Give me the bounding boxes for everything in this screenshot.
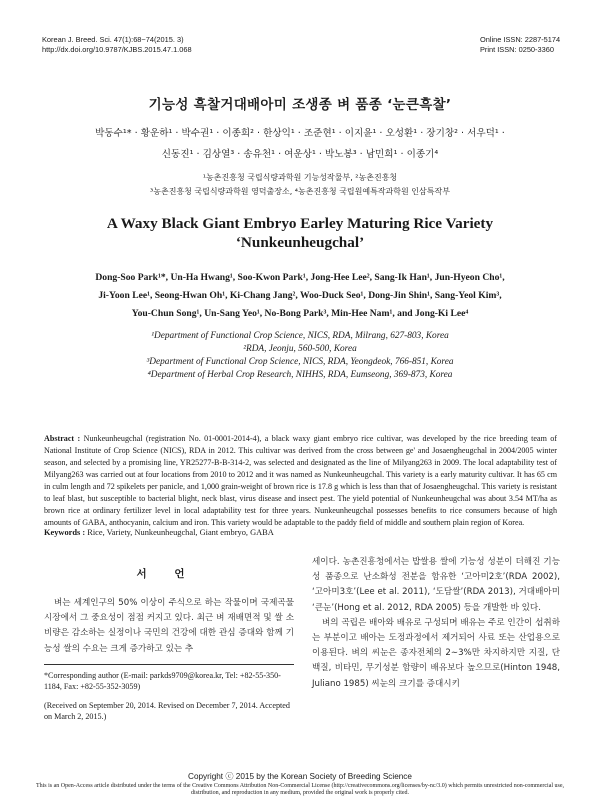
korean-affiliation-line-2: ³농촌진흥청 국립식량과학원 영덕출장소, ⁴농촌진흥청 국립원예특작과학원 인삼특작부 bbox=[150, 187, 450, 196]
english-authors-line-2: Ji-Yoon Lee¹, Seong-Hwan Oh¹, Ki-Chang Jang², Woo-Duck Seo¹, Dong-Jin Shin¹, Sang-Yeol Kim³, bbox=[98, 290, 502, 301]
abstract-label: Abstract : bbox=[44, 434, 81, 443]
english-authors-line-1: Dong-Soo Park¹*, Un-Ha Hwang¹, Soo-Kwon Park¹, Jong-Hee Lee², Sang-Ik Han¹, Jun-Hyeon Cho¹, bbox=[95, 272, 505, 283]
keywords-label: Keywords : bbox=[44, 528, 86, 537]
english-affiliation-1: ¹Department of Functional Crop Science, NICS, RDA, Milrang, 627-803, Korea bbox=[151, 331, 449, 341]
online-issn: Online ISSN: 2287-5174 bbox=[480, 35, 561, 44]
issn-block bbox=[480, 35, 560, 55]
print-issn: Print ISSN: 0250-3360 bbox=[480, 45, 554, 54]
intro-right-paragraph-2: 벼의 곡립은 배아와 배유로 구성되며 배유는 주로 인간이 섭취하는 부분이고 배아는 도정과정에서 제거되어 사료 또는 산업용으로 이용된다. 벼의 씨눈은 종자전체의 2∼3%만 차지하지만 지질, 단백질, 비타민, 무기성분 함량이 배유보다 높으므로(Hinton 1948, Juliano 1985) 씨눈의 크기를 증대시키 bbox=[312, 617, 560, 689]
english-affiliation-2: ²RDA, Jeonju, 560-500, Korea bbox=[243, 344, 357, 354]
korean-affiliation-line-1: ¹농촌진흥청 국립식량과학원 기능성작물부, ²농촌진흥청 bbox=[202, 173, 398, 182]
doi-link[interactable]: http://dx.doi.org/10.9787/KJBS.2015.47.1.068 bbox=[42, 45, 192, 54]
english-title bbox=[0, 214, 600, 252]
english-authors-line-3: You-Chun Song¹, Un-Sang Yeo¹, No-Bong Park³, Min-Hee Nam¹, and Jong-Ki Lee⁴ bbox=[131, 308, 469, 319]
keywords bbox=[44, 528, 274, 537]
korean-authors-line-2: 신동진¹ · 김상열³ · 송유천¹ · 여운상¹ · 박노봉³ · 남민희¹ · 이종기⁴ bbox=[161, 149, 439, 160]
english-title-line-1: A Waxy Black Giant Embryo Earley Maturing Rice Variety bbox=[106, 215, 494, 232]
journal-header bbox=[42, 35, 192, 55]
keywords-text: Rice, Variety, Nunkeunheugchal, Giant embryo, GABA bbox=[87, 528, 274, 537]
english-title-line-2: ‘Nunkeunheugchal’ bbox=[235, 234, 365, 251]
intro-right-column bbox=[312, 555, 560, 692]
footnote-divider bbox=[44, 664, 294, 665]
corresponding-author-note: *Corresponding author (E-mail: parkds9709@korea.kr, Tel: +82-55-350-1184, Fax: +82-55-352-3059) bbox=[44, 671, 281, 691]
korean-authors-line-1: 박동수¹* · 황운하¹ · 박수권¹ · 이종희² · 한상익¹ · 조준현¹ · 이지윤¹ · 오성환¹ · 장기창² · 서우덕¹ · bbox=[95, 128, 505, 139]
english-affiliation-4: ⁴Department of Herbal Crop Research, NIHHS, RDA, Eumseong, 369-873, Korea bbox=[147, 370, 453, 380]
abstract bbox=[44, 433, 557, 529]
english-affiliation-3: ³Department of Functional Crop Science, NICS, RDA, Yeongdeok, 766-851, Korea bbox=[146, 357, 454, 367]
license-text: This is an Open-Access article distributed under the terms of the Creative Commons Attribution Non-Commercial License (http://creativecommons.org/licenses/by-nc/3.0) which permits unrestricted non-commercial use, distribution, and reproduction in any medium, provided the original work is properly cited. bbox=[35, 783, 565, 797]
copyright-line: Copyright ⓒ 2015 by the Korean Society of Breeding Science bbox=[188, 772, 412, 781]
received-dates-note: (Received on September 20, 2014. Revised on December 7, 2014. Accepted on March 2, 2015.) bbox=[44, 701, 290, 721]
intro-left-column: 벼는 세계인구의 50% 이상이 주식으로 하는 작물이며 국제곡물시장에서 그 중요성이 점점 커지고 있다. 최근 벼 재배면적 및 쌀 소비량은 감소하는 실정이나 국민의 건강에 대한 관심 증대와 함께 기능성 쌀의 수요는 크게 증가하고 있는 추 bbox=[44, 598, 294, 654]
section-heading-introduction: 서 언 bbox=[136, 568, 197, 580]
journal-citation: Korean J. Breed. Sci. 47(1):68~74(2015. 3) bbox=[42, 35, 184, 44]
english-authors bbox=[46, 269, 554, 323]
abstract-text: Nunkeunheugchal (registration No. 01-0001-2014-4), a black waxy giant embryo rice cultivar, was developed by the rice breeding team of National Institute of Crop Science (NICS), RDA in 2012. This cultivar was derived from the cross between ge' and Josaengheugchal in 2004/2005 winter season, and selected by a promising line, YR25277-B-B-314-2, was selected and designated as the line of Milyang263 in 2009. The local adaptability test of Milyang263 was carried out at four locations from 2010 to 2012 and it was named as Nunkeunheugchal. This variety is a early maturity cultivar. It has 65 cm in culm length and 72 spikelets per panicle, and 1,000 grain-weight of brown rice is 17.8 g which is less than that of Josaengheugchal. This variety is resistant to leaf blast, but susceptible to bacterial blight, neck blast, virus disease and insect pest. The yield potential of Nunkeunheugchal was about 3.54 MT/ha as brown rice at ordinary fertilizer level in local adaptability test for three years. Nunkeunheugchal possesses benefits to rice consumers because of high amounts of GABA, anthocyanin, calcium and iron. This variety would be adaptable to the paddy field of middle and southern plain region of Korea. bbox=[44, 434, 557, 527]
korean-title: 기능성 흑찰거대배아미 조생종 벼 품종 ‘눈큰흑찰’ bbox=[148, 97, 452, 113]
intro-right-paragraph-1: 세이다. 농촌진흥청에서는 밥쌀용 쌀에 기능성 성분이 더해진 기능성 품종으로 난소화성 전분을 함유한 ‘고아미2호’(RDA 2002), ‘고아미3호’(Lee et al. 2011), ‘도담쌀’(RDA 2013), 거대배아미 ‘큰눈’(Hong et al. 2012, RDA 2005) 등을 개발한 바 있다. bbox=[312, 557, 560, 613]
